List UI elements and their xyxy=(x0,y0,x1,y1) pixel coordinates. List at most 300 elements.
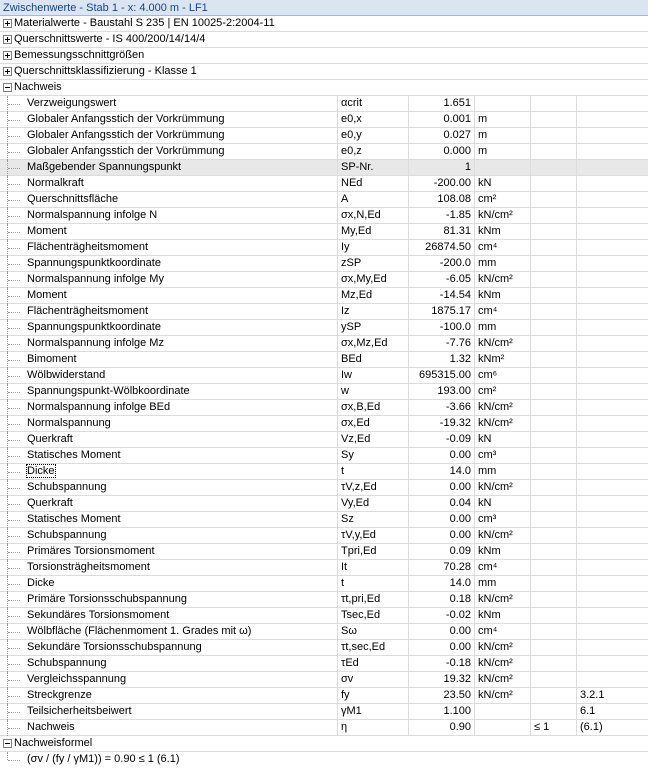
table-row[interactable] xyxy=(0,672,648,688)
row-comparison xyxy=(530,464,576,479)
table-row[interactable] xyxy=(0,400,648,416)
row-comparison xyxy=(530,640,576,655)
row-reference xyxy=(576,656,648,671)
row-label: Wölbfläche (Flächenmoment 1. Grades mit ω) xyxy=(27,625,252,637)
row-label: Torsionsträgheitsmoment xyxy=(27,561,150,573)
row-symbol: τt,sec,Ed xyxy=(337,640,408,655)
table-row[interactable] xyxy=(0,448,648,464)
row-unit: kN/cm² xyxy=(474,336,530,351)
row-label: Schubspannung xyxy=(27,529,107,541)
row-comparison xyxy=(530,288,576,303)
table-row[interactable] xyxy=(0,128,648,144)
row-comparison xyxy=(530,512,576,527)
table-row[interactable] xyxy=(0,240,648,256)
row-label: Verzweigungswert xyxy=(27,97,117,109)
row-symbol: Vz,Ed xyxy=(337,432,408,447)
row-reference: 3.2.1 xyxy=(576,688,648,703)
row-comparison xyxy=(530,128,576,143)
row-reference xyxy=(576,144,648,159)
row-value: 0.04 xyxy=(408,496,474,511)
row-value: 0.09 xyxy=(408,544,474,559)
row-value: -7.76 xyxy=(408,336,474,351)
row-symbol: It xyxy=(337,560,408,575)
collapse-icon[interactable] xyxy=(3,739,12,748)
table-row[interactable] xyxy=(0,512,648,528)
row-reference xyxy=(576,128,648,143)
row-comparison xyxy=(530,336,576,351)
group-label: Nachweis xyxy=(14,81,62,93)
table-row[interactable] xyxy=(0,304,648,320)
table-row[interactable] xyxy=(0,528,648,544)
row-value: -200.00 xyxy=(408,176,474,191)
row-comparison xyxy=(530,320,576,335)
row-reference xyxy=(576,96,648,111)
row-label: Primäres Torsionsmoment xyxy=(27,545,155,557)
row-label: Spannungspunkt-Wölbkoordinate xyxy=(27,385,190,397)
row-unit: kN/cm² xyxy=(474,528,530,543)
row-symbol: Tpri,Ed xyxy=(337,544,408,559)
row-unit: mm xyxy=(474,256,530,271)
row-symbol: γM1 xyxy=(337,704,408,719)
row-comparison xyxy=(530,224,576,239)
table-row[interactable] xyxy=(0,640,648,656)
row-reference xyxy=(576,112,648,127)
row-reference xyxy=(576,288,648,303)
row-label: Sekundäres Torsionsmoment xyxy=(27,609,170,621)
row-symbol: Tsec,Ed xyxy=(337,608,408,623)
row-unit: kNm xyxy=(474,288,530,303)
row-value: 0.00 xyxy=(408,624,474,639)
row-label: Normalspannung infolge BEd xyxy=(27,401,171,413)
row-symbol: Sy xyxy=(337,448,408,463)
row-unit xyxy=(474,160,530,175)
row-comparison xyxy=(530,576,576,591)
row-comparison xyxy=(530,208,576,223)
row-reference xyxy=(576,512,648,527)
row-label: Bimoment xyxy=(27,353,77,365)
row-comparison xyxy=(530,256,576,271)
expand-icon[interactable] xyxy=(3,51,12,60)
row-value: 1875.17 xyxy=(408,304,474,319)
table-row[interactable] xyxy=(0,96,648,112)
row-label: Flächenträgheitsmoment xyxy=(27,241,149,253)
row-reference xyxy=(576,384,648,399)
tree-line xyxy=(7,752,8,760)
row-label: Globaler Anfangsstich der Vorkrümmung xyxy=(27,145,225,157)
row-comparison xyxy=(530,368,576,383)
group-label: Materialwerte - Baustahl S 235 | EN 10025-2:2004-11 xyxy=(14,17,275,29)
row-reference xyxy=(576,192,648,207)
row-comparison xyxy=(530,240,576,255)
row-value: 0.001 xyxy=(408,112,474,127)
row-unit: kN/cm² xyxy=(474,688,530,703)
row-reference xyxy=(576,544,648,559)
row-value: -14.54 xyxy=(408,288,474,303)
collapse-icon[interactable] xyxy=(3,83,12,92)
row-unit: kN/cm² xyxy=(474,656,530,671)
row-label: Spannungspunktkoordinate xyxy=(27,257,161,269)
row-label: Querkraft xyxy=(27,497,73,509)
table-row[interactable] xyxy=(0,720,648,736)
row-comparison xyxy=(530,592,576,607)
row-comparison xyxy=(530,448,576,463)
group-label: Nachweisformel xyxy=(14,737,93,749)
row-symbol: t xyxy=(337,464,408,479)
row-unit: m xyxy=(474,112,530,127)
table-row[interactable] xyxy=(0,224,648,240)
row-unit xyxy=(474,704,530,719)
row-label: Schubspannung xyxy=(27,657,107,669)
table-row[interactable] xyxy=(0,352,648,368)
table-row[interactable] xyxy=(0,176,648,192)
row-unit: cm⁴ xyxy=(474,560,530,575)
row-label: Primäre Torsionsschubspannung xyxy=(27,593,187,605)
row-unit: kN/cm² xyxy=(474,592,530,607)
table-row[interactable] xyxy=(0,368,648,384)
row-unit: kN xyxy=(474,176,530,191)
row-comparison xyxy=(530,496,576,511)
row-comparison xyxy=(530,96,576,111)
row-comparison xyxy=(530,528,576,543)
row-label: Streckgrenze xyxy=(27,689,92,701)
row-label: Schubspannung xyxy=(27,481,107,493)
table-row[interactable] xyxy=(0,288,648,304)
row-reference xyxy=(576,320,648,335)
row-symbol: Mz,Ed xyxy=(337,288,408,303)
table-row[interactable] xyxy=(0,112,648,128)
row-label: Normalspannung xyxy=(27,417,111,429)
row-label: Querkraft xyxy=(27,433,73,445)
row-reference xyxy=(576,624,648,639)
row-value: -100.0 xyxy=(408,320,474,335)
row-unit: kN xyxy=(474,496,530,511)
row-reference xyxy=(576,160,648,175)
row-value: 14.0 xyxy=(408,464,474,479)
table-row[interactable] xyxy=(0,656,648,672)
formula-text: (σv / (fy / γM1)) = 0.90 ≤ 1 (6.1) xyxy=(27,753,180,765)
row-reference xyxy=(576,416,648,431)
row-reference xyxy=(576,528,648,543)
row-unit: mm xyxy=(474,320,530,335)
row-symbol: e0,x xyxy=(337,112,408,127)
row-value: 26874.50 xyxy=(408,240,474,255)
row-symbol: σv xyxy=(337,672,408,687)
tree-line xyxy=(8,760,20,761)
group-section[interactable] xyxy=(0,32,648,48)
row-label: Teilsicherheitsbeiwert xyxy=(27,705,132,717)
row-label: Globaler Anfangsstich der Vorkrümmung xyxy=(27,129,225,141)
row-reference xyxy=(576,480,648,495)
row-comparison xyxy=(530,704,576,719)
row-label: Moment xyxy=(27,225,67,237)
row-label: Spannungspunktkoordinate xyxy=(27,321,161,333)
row-value: 23.50 xyxy=(408,688,474,703)
row-symbol: σx,Ed xyxy=(337,416,408,431)
table-row[interactable] xyxy=(0,384,648,400)
row-value: 108.08 xyxy=(408,192,474,207)
row-comparison xyxy=(530,400,576,415)
row-value: 0.18 xyxy=(408,592,474,607)
row-label: Normalspannung infolge My xyxy=(27,273,164,285)
row-label: Moment xyxy=(27,289,67,301)
group-formula[interactable] xyxy=(0,736,648,752)
row-symbol: e0,y xyxy=(337,128,408,143)
row-unit: cm² xyxy=(474,384,530,399)
table-row[interactable] xyxy=(0,480,648,496)
row-value: 1.651 xyxy=(408,96,474,111)
row-comparison xyxy=(530,672,576,687)
row-value: 1.100 xyxy=(408,704,474,719)
row-unit: cm⁴ xyxy=(474,240,530,255)
row-reference xyxy=(576,240,648,255)
row-symbol: Iw xyxy=(337,368,408,383)
group-label: Querschnittswerte - IS 400/200/14/14/4 xyxy=(14,33,206,45)
row-comparison xyxy=(530,624,576,639)
group-material[interactable] xyxy=(0,16,648,32)
row-value: 1 xyxy=(408,160,474,175)
row-value: 0.00 xyxy=(408,528,474,543)
row-symbol: e0,z xyxy=(337,144,408,159)
group-classification[interactable] xyxy=(0,64,648,80)
row-symbol: τV,y,Ed xyxy=(337,528,408,543)
row-value: 70.28 xyxy=(408,560,474,575)
row-comparison xyxy=(530,608,576,623)
table-row[interactable] xyxy=(0,416,648,432)
table-row[interactable] xyxy=(0,192,648,208)
row-symbol: τEd xyxy=(337,656,408,671)
row-value: -6.05 xyxy=(408,272,474,287)
row-symbol: BEd xyxy=(337,352,408,367)
row-reference xyxy=(576,640,648,655)
window-title: Zwischenwerte - Stab 1 - x: 4.000 m - LF1 xyxy=(0,0,648,16)
row-comparison xyxy=(530,416,576,431)
row-symbol: σx,Mz,Ed xyxy=(337,336,408,351)
row-comparison xyxy=(530,176,576,191)
row-symbol: A xyxy=(337,192,408,207)
table-row[interactable] xyxy=(0,432,648,448)
group-forces[interactable] xyxy=(0,48,648,64)
table-row[interactable] xyxy=(0,272,648,288)
table-row[interactable] xyxy=(0,144,648,160)
table-row[interactable] xyxy=(0,544,648,560)
expand-icon[interactable] xyxy=(3,35,12,44)
row-value: -19.32 xyxy=(408,416,474,431)
row-label: Wölbwiderstand xyxy=(27,369,106,381)
row-reference xyxy=(576,224,648,239)
row-unit: m xyxy=(474,144,530,159)
row-unit: kN/cm² xyxy=(474,416,530,431)
table-row[interactable] xyxy=(0,688,648,704)
row-reference xyxy=(576,464,648,479)
row-symbol: η xyxy=(337,720,408,735)
expand-icon[interactable] xyxy=(3,19,12,28)
row-symbol: τV,z,Ed xyxy=(337,480,408,495)
row-comparison xyxy=(530,384,576,399)
expand-icon[interactable] xyxy=(3,67,12,76)
row-unit: cm⁴ xyxy=(474,304,530,319)
row-reference: 6.1 xyxy=(576,704,648,719)
row-comparison xyxy=(530,656,576,671)
row-comparison xyxy=(530,112,576,127)
row-label: Normalkraft xyxy=(27,177,84,189)
row-reference xyxy=(576,272,648,287)
row-value: -1.85 xyxy=(408,208,474,223)
row-unit: kN/cm² xyxy=(474,480,530,495)
group-label: Bemessungsschnittgrößen xyxy=(14,49,145,61)
row-reference xyxy=(576,352,648,367)
row-value: 1.32 xyxy=(408,352,474,367)
row-unit: cm² xyxy=(474,192,530,207)
row-reference xyxy=(576,208,648,223)
table-row[interactable] xyxy=(0,336,648,352)
row-unit: cm⁶ xyxy=(474,368,530,383)
row-reference xyxy=(576,432,648,447)
row-value: -0.09 xyxy=(408,432,474,447)
row-symbol: w xyxy=(337,384,408,399)
table-row[interactable] xyxy=(0,704,648,720)
row-label: Sekundäre Torsionsschubspannung xyxy=(27,641,202,653)
row-label: Flächenträgheitsmoment xyxy=(27,305,149,317)
row-value: 19.32 xyxy=(408,672,474,687)
row-comparison xyxy=(530,688,576,703)
row-value: 0.90 xyxy=(408,720,474,735)
row-reference xyxy=(576,672,648,687)
row-comparison: ≤ 1 xyxy=(530,720,576,735)
row-symbol: σx,My,Ed xyxy=(337,272,408,287)
row-symbol: NEd xyxy=(337,176,408,191)
row-symbol: Sω xyxy=(337,624,408,639)
row-unit: mm xyxy=(474,576,530,591)
row-unit xyxy=(474,96,530,111)
row-symbol: σx,N,Ed xyxy=(337,208,408,223)
row-unit: kN/cm² xyxy=(474,640,530,655)
row-comparison xyxy=(530,272,576,287)
row-label: Dicke xyxy=(27,577,55,589)
row-label: Normalspannung infolge N xyxy=(27,209,158,221)
row-value: 695315.00 xyxy=(408,368,474,383)
row-value: 81.31 xyxy=(408,224,474,239)
row-label: Querschnittsfläche xyxy=(27,193,119,205)
group-label: Querschnittsklassifizierung - Klasse 1 xyxy=(14,65,197,77)
row-reference xyxy=(576,496,648,511)
table-row[interactable] xyxy=(0,208,648,224)
row-value: 0.00 xyxy=(408,448,474,463)
row-reference xyxy=(576,256,648,271)
row-reference xyxy=(576,176,648,191)
row-unit: m xyxy=(474,128,530,143)
row-symbol: fy xyxy=(337,688,408,703)
row-value: 0.00 xyxy=(408,640,474,655)
row-value: -200.0 xyxy=(408,256,474,271)
table-row[interactable] xyxy=(0,320,648,336)
row-unit: kNm xyxy=(474,544,530,559)
row-symbol: Iy xyxy=(337,240,408,255)
row-value: -3.66 xyxy=(408,400,474,415)
row-value: 0.027 xyxy=(408,128,474,143)
row-reference xyxy=(576,400,648,415)
row-unit: cm³ xyxy=(474,448,530,463)
row-unit: cm⁴ xyxy=(474,624,530,639)
row-value: 0.00 xyxy=(408,480,474,495)
row-reference xyxy=(576,336,648,351)
table-row[interactable] xyxy=(0,256,648,272)
row-value: 0.00 xyxy=(408,512,474,527)
table-row[interactable] xyxy=(0,608,648,624)
table-row[interactable] xyxy=(0,560,648,576)
row-unit: cm³ xyxy=(474,512,530,527)
row-comparison xyxy=(530,192,576,207)
check-rows xyxy=(0,96,648,736)
row-reference xyxy=(576,608,648,623)
row-reference xyxy=(576,592,648,607)
row-symbol: My,Ed xyxy=(337,224,408,239)
row-label: Statisches Moment xyxy=(27,513,121,525)
row-label: Globaler Anfangsstich der Vorkrümmung xyxy=(27,113,225,125)
row-comparison xyxy=(530,432,576,447)
row-unit: kNm xyxy=(474,608,530,623)
row-reference xyxy=(576,560,648,575)
row-label: Maßgebender Spannungspunkt xyxy=(27,161,182,173)
row-symbol: zSP xyxy=(337,256,408,271)
row-label: Vergleichsspannung xyxy=(27,673,127,685)
row-comparison xyxy=(530,144,576,159)
row-reference xyxy=(576,576,648,591)
row-label: Nachweis xyxy=(27,721,75,733)
row-unit: kN/cm² xyxy=(474,672,530,687)
row-label: Statisches Moment xyxy=(27,449,121,461)
row-symbol: Sz xyxy=(337,512,408,527)
table-row[interactable] xyxy=(0,576,648,592)
row-symbol: t xyxy=(337,576,408,591)
row-symbol: Iz xyxy=(337,304,408,319)
row-label: Dicke xyxy=(27,465,55,477)
row-value: 193.00 xyxy=(408,384,474,399)
row-symbol: σx,B,Ed xyxy=(337,400,408,415)
row-unit: kN/cm² xyxy=(474,208,530,223)
table-row[interactable] xyxy=(0,496,648,512)
row-label: Normalspannung infolge Mz xyxy=(27,337,164,349)
row-unit: kN/cm² xyxy=(474,400,530,415)
row-symbol: τt,pri,Ed xyxy=(337,592,408,607)
row-symbol: ySP xyxy=(337,320,408,335)
row-unit: kNm xyxy=(474,224,530,239)
row-reference xyxy=(576,448,648,463)
table-row[interactable] xyxy=(0,592,648,608)
row-comparison xyxy=(530,480,576,495)
row-value: -0.18 xyxy=(408,656,474,671)
row-comparison xyxy=(530,160,576,175)
row-symbol: αcrit xyxy=(337,96,408,111)
row-symbol: Vy,Ed xyxy=(337,496,408,511)
group-check[interactable] xyxy=(0,80,648,96)
row-value: -0.02 xyxy=(408,608,474,623)
row-unit: mm xyxy=(474,464,530,479)
formula-row[interactable] xyxy=(0,752,648,768)
row-comparison xyxy=(530,544,576,559)
row-reference xyxy=(576,304,648,319)
row-value: 0.000 xyxy=(408,144,474,159)
table-row[interactable] xyxy=(0,464,648,480)
row-unit: kN/cm² xyxy=(474,272,530,287)
row-value: 14.0 xyxy=(408,576,474,591)
row-reference xyxy=(576,368,648,383)
row-unit xyxy=(474,720,530,735)
row-unit: kN xyxy=(474,432,530,447)
row-symbol: SP-Nr. xyxy=(337,160,408,175)
table-row[interactable] xyxy=(0,160,648,176)
row-unit: kNm² xyxy=(474,352,530,367)
table-row[interactable] xyxy=(0,624,648,640)
